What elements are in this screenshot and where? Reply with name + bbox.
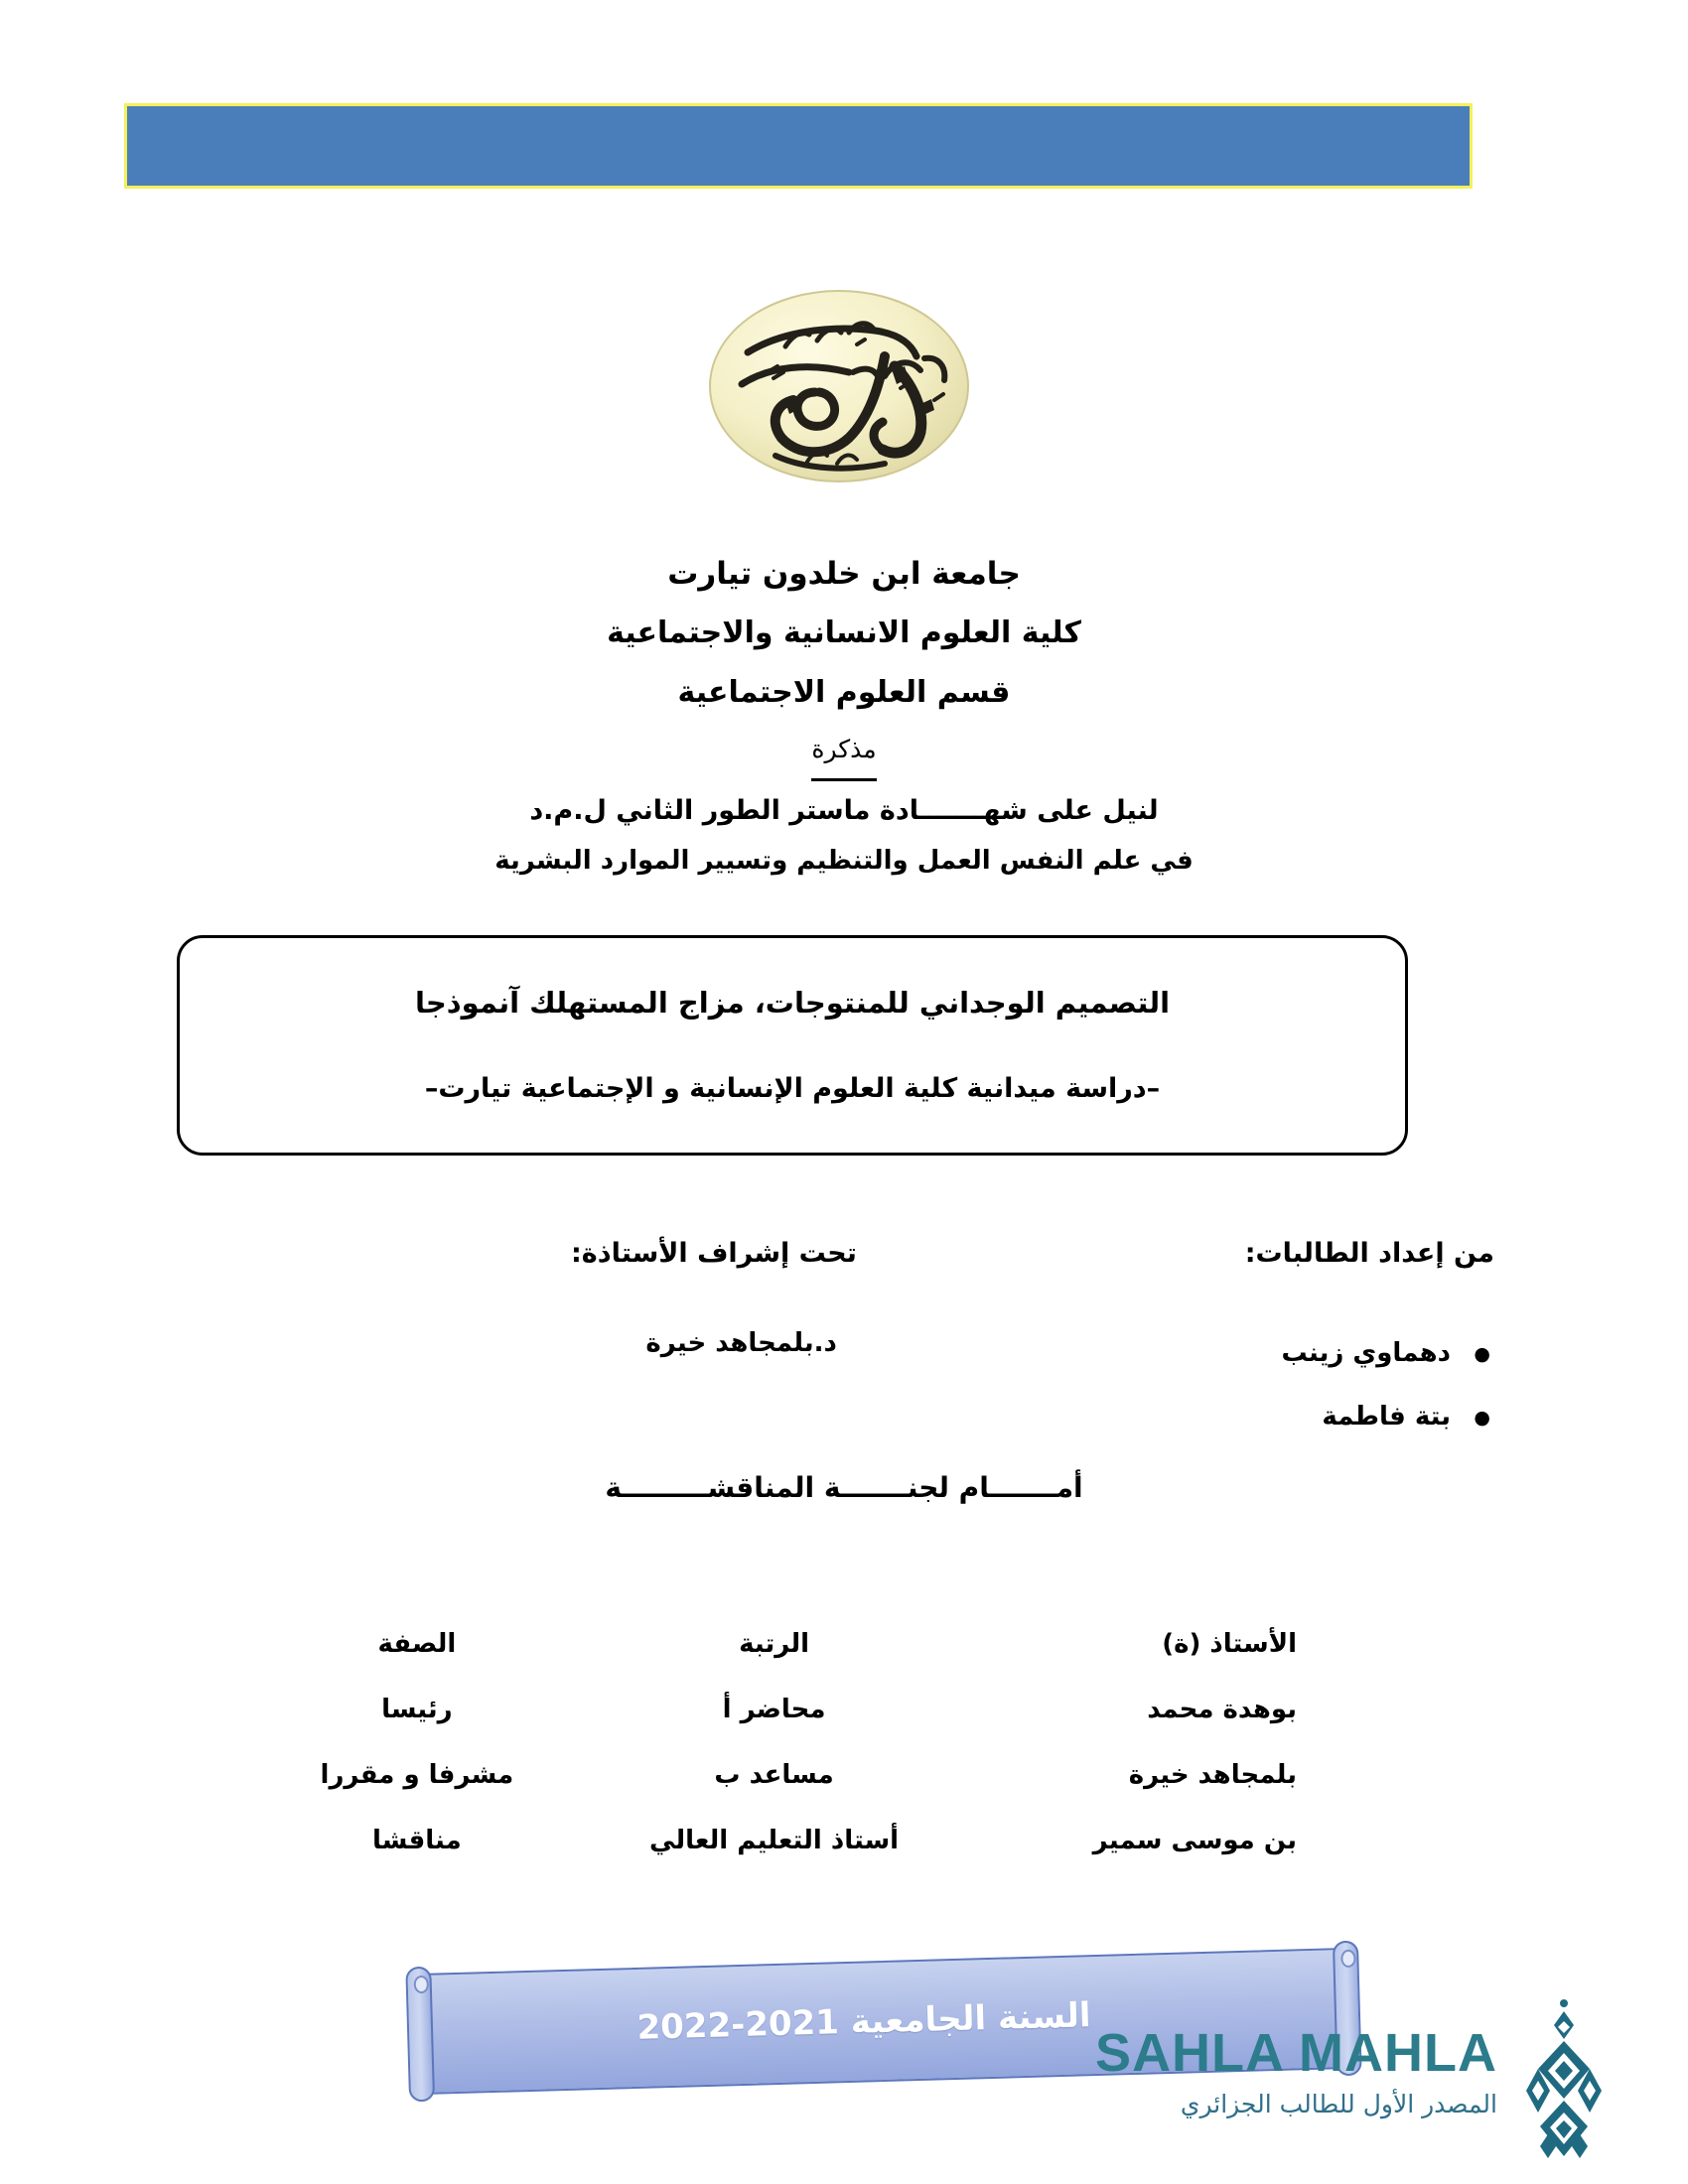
supervisor-name: د.بلمجاهد خيرة xyxy=(645,1328,837,1358)
jury-table xyxy=(238,1611,1321,1873)
jury-member-role: مشرفا و مقررا xyxy=(320,1760,514,1790)
specialization-line: في علم النفس العمل والتنظيم وتسيير الموارد البشرية xyxy=(494,846,1194,876)
jury-heading: أمـــــــام لجنـــــــة المناقشـــــــــة xyxy=(605,1471,1083,1504)
watermark-tagline: المصدر الأول للطالب الجزائري xyxy=(1180,2090,1497,2118)
table-row xyxy=(238,1808,1321,1873)
table-header-row xyxy=(238,1611,1321,1677)
supervisor-label: تحت إشراف الأستاذة: xyxy=(571,1238,857,1269)
jury-member-role: مناقشا xyxy=(372,1826,462,1855)
university-name: جامعة ابن خلدون تيارت xyxy=(667,556,1021,592)
column-header-name: الأستاذ (ة) xyxy=(1162,1629,1297,1659)
degree-line: لنيل على شهـــــــادة ماستر الطور الثاني ل.م.د xyxy=(529,795,1159,826)
institution-heading xyxy=(0,544,1688,885)
memo-label: مذكرة xyxy=(811,729,876,781)
jury-member-name: بن موسى سمير xyxy=(1092,1826,1297,1855)
students-list xyxy=(1245,1321,1494,1448)
table-row xyxy=(238,1677,1321,1742)
top-decorative-bar xyxy=(124,103,1473,189)
sahla-mahla-ornament-icon xyxy=(1504,1995,1623,2164)
list-item: ● بتة فاطمة xyxy=(1245,1385,1451,1448)
students-label: من إعداد الطالبات: xyxy=(1244,1238,1494,1269)
jury-member-rank: محاضر أ xyxy=(722,1695,826,1724)
thesis-title: التصميم الوجداني للمنتوجات، مزاج المستهلك آنموذجا xyxy=(414,986,1171,1020)
column-header-rank: الرتبة xyxy=(739,1629,810,1659)
faculty-name: كلية العلوم الانسانية والاجتماعية xyxy=(607,615,1081,650)
column-header-role: الصفة xyxy=(377,1629,457,1659)
watermark-text xyxy=(1053,2025,1497,2124)
jury-member-rank: مساعد ب xyxy=(714,1760,834,1790)
supervisor-column xyxy=(571,1234,857,1363)
jury-member-role: رئيسا xyxy=(381,1695,453,1724)
jury-member-rank: أستاذ التعليم العالي xyxy=(649,1826,900,1855)
memo-label-row xyxy=(0,729,1688,781)
footer-zone xyxy=(0,1941,1688,2184)
jury-member-name: بوهدة محمد xyxy=(1147,1695,1297,1724)
authors-section xyxy=(0,1234,1688,1442)
thesis-subtitle: –دراسة ميدانية كلية العلوم الإنسانية و الإجتماعية تيارت– xyxy=(424,1073,1161,1104)
department-name: قسم العلوم الاجتماعية xyxy=(677,675,1011,710)
jury-member-name: بلمجاهد خيرة xyxy=(1128,1760,1297,1790)
thesis-title-box xyxy=(177,935,1408,1156)
watermark-brand: SAHLA MAHLA xyxy=(1095,2023,1497,2083)
sahla-mahla-watermark xyxy=(1053,1995,1648,2164)
list-item: ● دهماوي زينب xyxy=(1245,1321,1451,1385)
table-row xyxy=(238,1742,1321,1808)
university-logo xyxy=(690,281,988,491)
students-column xyxy=(1245,1234,1494,1448)
academic-year-text: السنة الجامعية 2021-2022 xyxy=(636,1995,1091,2048)
